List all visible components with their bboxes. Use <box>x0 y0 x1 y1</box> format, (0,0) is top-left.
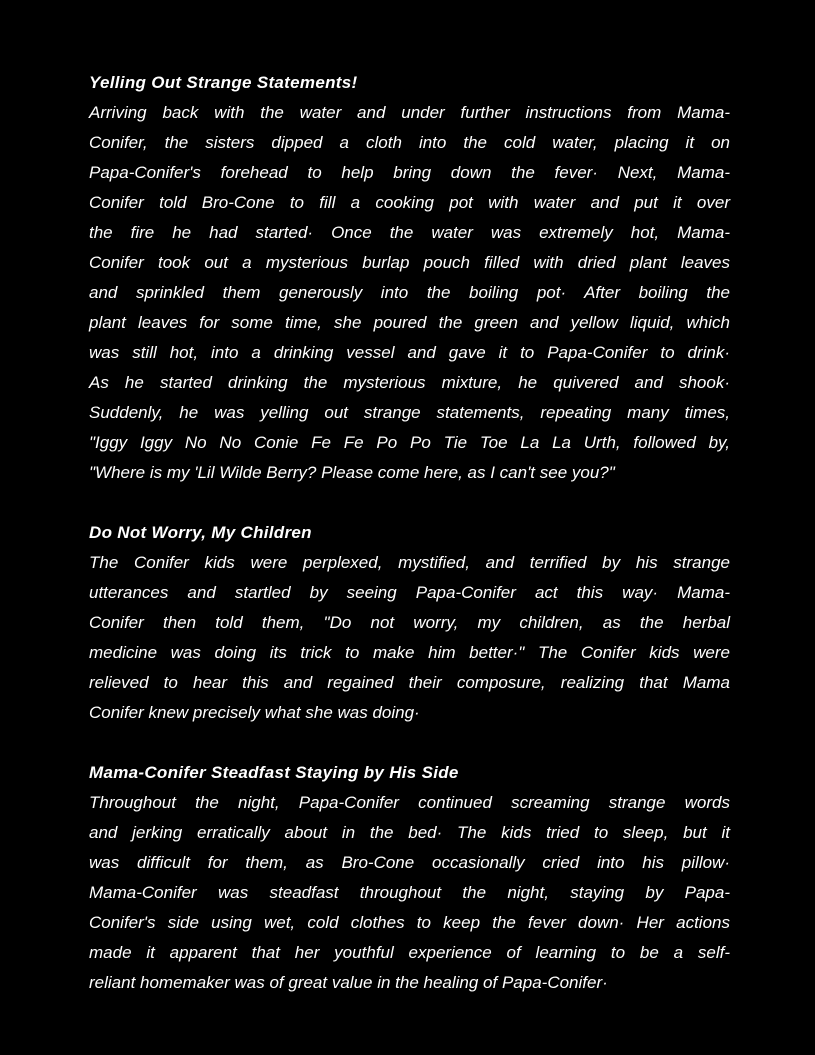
text-line: was still hot, into a drinking vessel and gave it to Papa-Conifer to drink· <box>89 343 730 362</box>
text-line: and sprinkled them generously into the boiling pot· After boiling the <box>89 283 730 302</box>
text-line: "Iggy Iggy No No Conie Fe Fe Po Po Tie Toe La La Urth, followed by, <box>89 433 730 452</box>
text-line: As he started drinking the mysterious mixture, he quivered and shook· <box>89 373 730 392</box>
text-line: relieved to hear this and regained their composure, realizing that Mama <box>89 673 730 692</box>
text-line: and jerking erratically about in the bed· The kids tried to sleep, but it <box>89 823 730 842</box>
text-line: Throughout the night, Papa-Conifer continued screaming strange words <box>89 793 730 812</box>
text-line: Conifer, the sisters dipped a cloth into the cold water, placing it on <box>89 133 730 152</box>
section-heading: Mama-Conifer Steadfast Staying by His Side <box>89 763 459 782</box>
section-heading: Yelling Out Strange Statements! <box>89 73 358 92</box>
section-steadfast-staying <box>89 758 730 998</box>
text-line: The Conifer kids were perplexed, mystified, and terrified by his strange <box>89 553 730 572</box>
text-line: Suddenly, he was yelling out strange statements, repeating many times, <box>89 403 730 422</box>
text-line: Conifer told Bro-Cone to fill a cooking pot with water and put it over <box>89 193 730 212</box>
text-line: medicine was doing its trick to make him better·" The Conifer kids were <box>89 643 730 662</box>
text-line: Conifer knew precisely what she was doing· <box>89 703 420 722</box>
text-line: plant leaves for some time, she poured the green and yellow liquid, which <box>89 313 730 332</box>
section-yelling-out-strange-statements <box>89 68 730 488</box>
text-line: Arriving back with the water and under further instructions from Mama- <box>89 103 730 122</box>
text-line: the fire he had started· Once the water was extremely hot, Mama- <box>89 223 730 242</box>
text-line: reliant homemaker was of great value in the healing of Papa-Conifer· <box>89 973 608 992</box>
text-line: Conifer then told them, "Do not worry, my children, as the herbal <box>89 613 730 632</box>
section-heading: Do Not Worry, My Children <box>89 523 312 542</box>
text-line: Conifer's side using wet, cold clothes to keep the fever down· Her actions <box>89 913 730 932</box>
text-line: "Where is my 'Lil Wilde Berry? Please come here, as I can't see you?" <box>89 463 615 482</box>
section-do-not-worry <box>89 518 730 728</box>
text-line: made it apparent that her youthful experience of learning to be a self- <box>89 943 730 962</box>
section-gap <box>89 728 730 758</box>
text-line: Papa-Conifer's forehead to help bring down the fever· Next, Mama- <box>89 163 730 182</box>
section-gap <box>89 488 730 518</box>
text-line: was difficult for them, as Bro-Cone occasionally cried into his pillow· <box>89 853 730 872</box>
text-line: Conifer took out a mysterious burlap pouch filled with dried plant leaves <box>89 253 730 272</box>
text-line: Mama-Conifer was steadfast throughout the night, staying by Papa- <box>89 883 730 902</box>
text-line: utterances and startled by seeing Papa-Conifer act this way· Mama- <box>89 583 730 602</box>
